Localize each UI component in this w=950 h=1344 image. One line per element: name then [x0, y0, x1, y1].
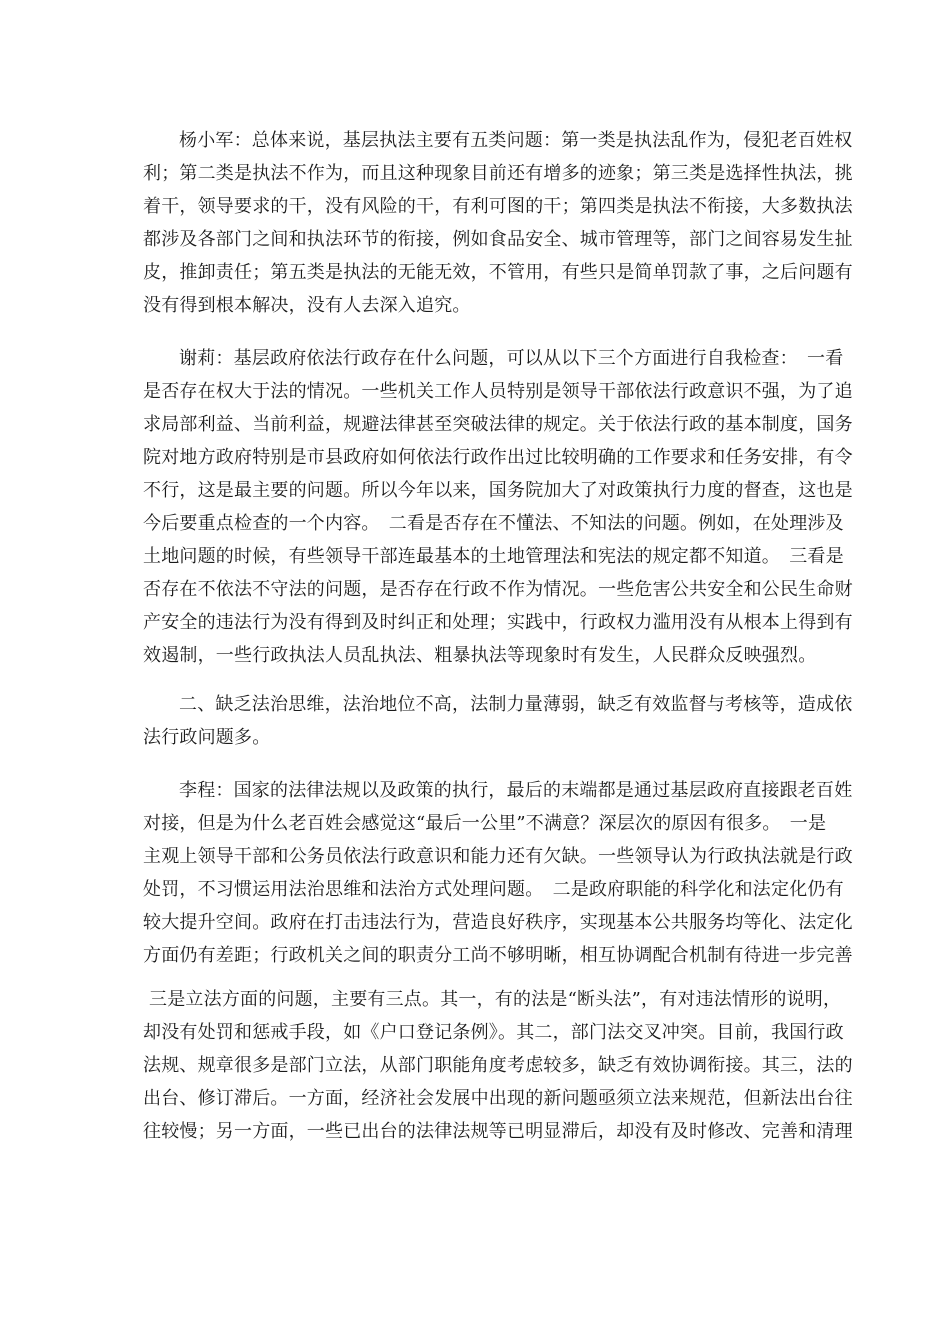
text-line: 方面仍有差距；行政机关之间的职责分工尚不够明晰，相互协调配合机制有待进一步完善	[143, 945, 853, 966]
text-line: 出台、修订滞后。一方面，经济社会发展中出现的新问题亟须立法来规范，但新法出台往	[143, 1088, 853, 1109]
text-line: 土地问题的时候，有些领导干部连最基本的土地管理法和宪法的规定都不知道。 三看是	[143, 546, 844, 567]
text-line: 谢莉：基层政府依法行政存在什么问题，可以从以下三个方面进行自我检查： 一看	[179, 348, 844, 369]
text-line: 都涉及各部门之间和执法环节的衔接，例如食品安全、城市管理等，部门之间容易发生扯	[143, 229, 853, 250]
text-line: 利；第二类是执法不作为，而且这种现象目前还有增多的迹象；第三类是选择性执法，挑	[143, 163, 853, 184]
section-heading: 法行政问题多。	[143, 727, 271, 748]
text-line: 着干，领导要求的干，没有风险的干，有利可图的干；第四类是执法不衔接，大多数执法	[143, 196, 853, 217]
text-line: 院对地方政府特别是市县政府如何依法行政作出过比较明确的工作要求和任务安排，有令	[143, 447, 853, 468]
text-line: 却没有处罚和惩戒手段，如《户口登记条例》。其二，部门法交叉冲突。目前，我国行政	[143, 1022, 844, 1043]
text-line: 往较慢；另一方面，一些已出台的法律法规等已明显滞后，却没有及时修改、完善和清理	[143, 1121, 853, 1142]
text-line: 李程：国家的法律法规以及政策的执行，最后的末端都是通过基层政府直接跟老百姓	[179, 780, 853, 801]
text-line: 杨小军：总体来说，基层执法主要有五类问题：第一类是执法乱作为，侵犯老百姓权	[179, 130, 853, 151]
text-line: 没有得到根本解决，没有人去深入追究。	[143, 295, 471, 316]
text-line: 皮，推卸责任；第五类是执法的无能无效，不管用，有些只是简单罚款了事，之后问题有	[143, 262, 853, 283]
text-line: 对接，但是为什么老百姓会感觉这“最后一公里”不满意？深层次的原因有很多。 一是	[143, 813, 827, 834]
text-line: 效遏制，一些行政执法人员乱执法、粗暴执法等现象时有发生，人民群众反映强烈。	[143, 645, 817, 666]
text-line: 三是立法方面的问题，主要有三点。其一，有的法是“断头法”，有对违法情形的说明，	[149, 989, 842, 1010]
section-heading: 二、缺乏法治思维，法治地位不高，法制力量薄弱，缺乏有效监督与考核等，造成依	[179, 694, 853, 715]
text-line: 主观上领导干部和公务员依法行政意识和能力还有欠缺。一些领导认为行政执法就是行政	[143, 846, 853, 867]
text-line: 今后要重点检查的一个内容。 二看是否存在不懂法、不知法的问题。例如，在处理涉及	[143, 513, 844, 534]
text-line: 否存在不依法不守法的问题，是否存在行政不作为情况。一些危害公共安全和公民生命财	[143, 579, 853, 600]
text-line: 不行，这是最主要的问题。所以今年以来，国务院加大了对政策执行力度的督查，这也是	[143, 480, 853, 501]
text-line: 处罚，不习惯运用法治思维和法治方式处理问题。 二是政府职能的科学化和法定化仍有	[143, 879, 844, 900]
text-line: 法规、规章很多是部门立法，从部门职能角度考虑较多，缺乏有效协调衔接。其三，法的	[143, 1055, 853, 1076]
text-line: 是否存在权大于法的情况。一些机关工作人员特别是领导干部依法行政意识不强，为了追	[143, 381, 853, 402]
text-line: 求局部利益、当前利益，规避法律甚至突破法律的规定。关于依法行政的基本制度，国务	[143, 414, 853, 435]
text-line: 产安全的违法行为没有得到及时纠正和处理；实践中，行政权力滥用没有从根本上得到有	[143, 612, 853, 633]
text-line: 较大提升空间。政府在打击违法行为，营造良好秩序，实现基本公共服务均等化、法定化	[143, 912, 853, 933]
